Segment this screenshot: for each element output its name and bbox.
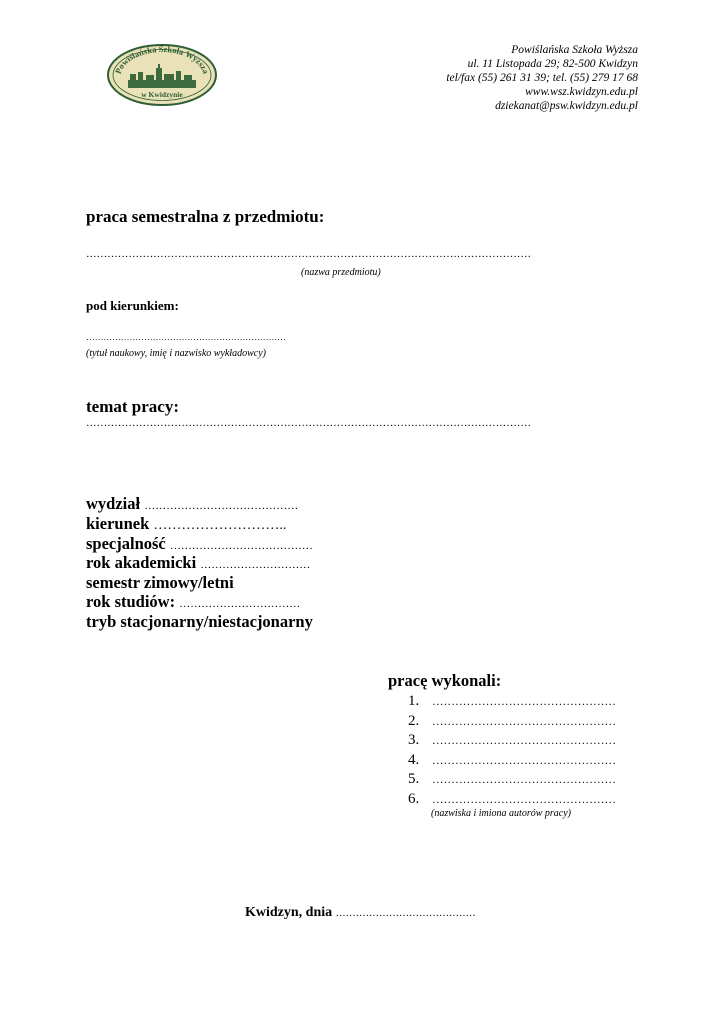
- place-date-line[interactable]: [245, 905, 476, 921]
- supervisor-label: pod kierunkiem:: [86, 298, 179, 313]
- field-rok-studiow[interactable]: [86, 592, 300, 614]
- author-dots-field[interactable]: …………………………………………: [432, 754, 616, 767]
- subject-dots-field[interactable]: ………………………………………………………………………………………………………………: [86, 249, 531, 260]
- author-dots-field[interactable]: …………………………………………: [432, 735, 616, 748]
- field-wydzial[interactable]: [86, 494, 298, 516]
- author-row[interactable]: [408, 770, 616, 790]
- logo-top-text: Powiślańska Szkoła Wyższa: [112, 44, 212, 76]
- field-rok-akademicki-label: rok akademicki: [86, 553, 197, 572]
- author-dots-field[interactable]: …………………………………………: [432, 794, 616, 806]
- school-name: Powiślańska Szkoła Wyższa: [511, 44, 638, 56]
- place-label: Kwidzyn, dnia: [245, 905, 333, 920]
- topic-dots-field[interactable]: ………………………………………………………………………………………………………………: [86, 418, 531, 429]
- field-rok-akademicki-dots[interactable]: …………………………: [200, 559, 311, 571]
- field-kierunek-dots[interactable]: ………………………..: [153, 518, 287, 533]
- field-kierunek-label: kierunek: [86, 514, 150, 533]
- supervisor-dots-field[interactable]: ……………………………………………………………: [86, 332, 286, 342]
- field-rok-akademicki[interactable]: [86, 553, 310, 575]
- field-tryb: [86, 612, 313, 632]
- school-address: ul. 11 Listopada 29; 82-500 Kwidzyn: [467, 58, 638, 70]
- logo-bottom-text: w Kwidzynie: [141, 90, 183, 99]
- field-specjalnosc-dots[interactable]: …………………………………: [169, 540, 313, 552]
- author-number: 4.: [408, 751, 420, 768]
- author-dots-field[interactable]: …………………………………………: [432, 696, 616, 708]
- author-dots-field[interactable]: …………………………………………: [432, 774, 616, 787]
- subject-title: praca semestralna z przedmiotu:: [86, 207, 325, 226]
- author-row[interactable]: [408, 790, 616, 810]
- field-wydzial-label: wydział: [86, 494, 141, 513]
- author-number: 2.: [408, 712, 420, 729]
- authors-title: pracę wykonali:: [388, 671, 502, 690]
- field-semestr: [86, 573, 234, 593]
- supervisor-caption: (tytuł naukowy, imię i nazwisko wykładowcy): [86, 348, 266, 359]
- school-email: dziekanat@psw.kwidzyn.edu.pl: [495, 100, 638, 112]
- author-number: 3.: [408, 732, 420, 749]
- topic-title: temat pracy:: [86, 397, 179, 416]
- author-row[interactable]: [408, 731, 616, 751]
- school-logo: [106, 44, 218, 106]
- field-wydzial-dots[interactable]: ……………………………………: [144, 500, 299, 512]
- school-website-link[interactable]: www.wsz.kwidzyn.edu.pl: [525, 86, 638, 98]
- field-rok-studiow-label: rok studiów:: [86, 592, 176, 611]
- author-number: 5.: [408, 771, 420, 788]
- author-dots-field[interactable]: …………………………………………: [432, 715, 616, 728]
- field-kierunek[interactable]: [86, 514, 286, 536]
- field-specjalnosc-label: specjalność: [86, 534, 166, 553]
- author-number: 1.: [408, 693, 420, 709]
- author-row[interactable]: [408, 751, 616, 771]
- author-row[interactable]: [408, 712, 616, 732]
- author-row[interactable]: [408, 692, 616, 712]
- school-phone: tel/fax (55) 261 31 39; tel. (55) 279 17 68: [446, 72, 638, 84]
- author-number: 6.: [408, 791, 420, 807]
- field-semestr-label: semestr zimowy/letni: [86, 573, 234, 592]
- subject-caption: (nazwa przedmiotu): [301, 267, 381, 278]
- authors-caption: (nazwiska i imiona autorów pracy): [431, 808, 571, 819]
- field-rok-studiow-dots[interactable]: ……………………………: [179, 598, 301, 610]
- date-dots-field[interactable]: ……………………………………: [335, 908, 476, 919]
- field-tryb-label: tryb stacjonarny/niestacjonarny: [86, 612, 313, 631]
